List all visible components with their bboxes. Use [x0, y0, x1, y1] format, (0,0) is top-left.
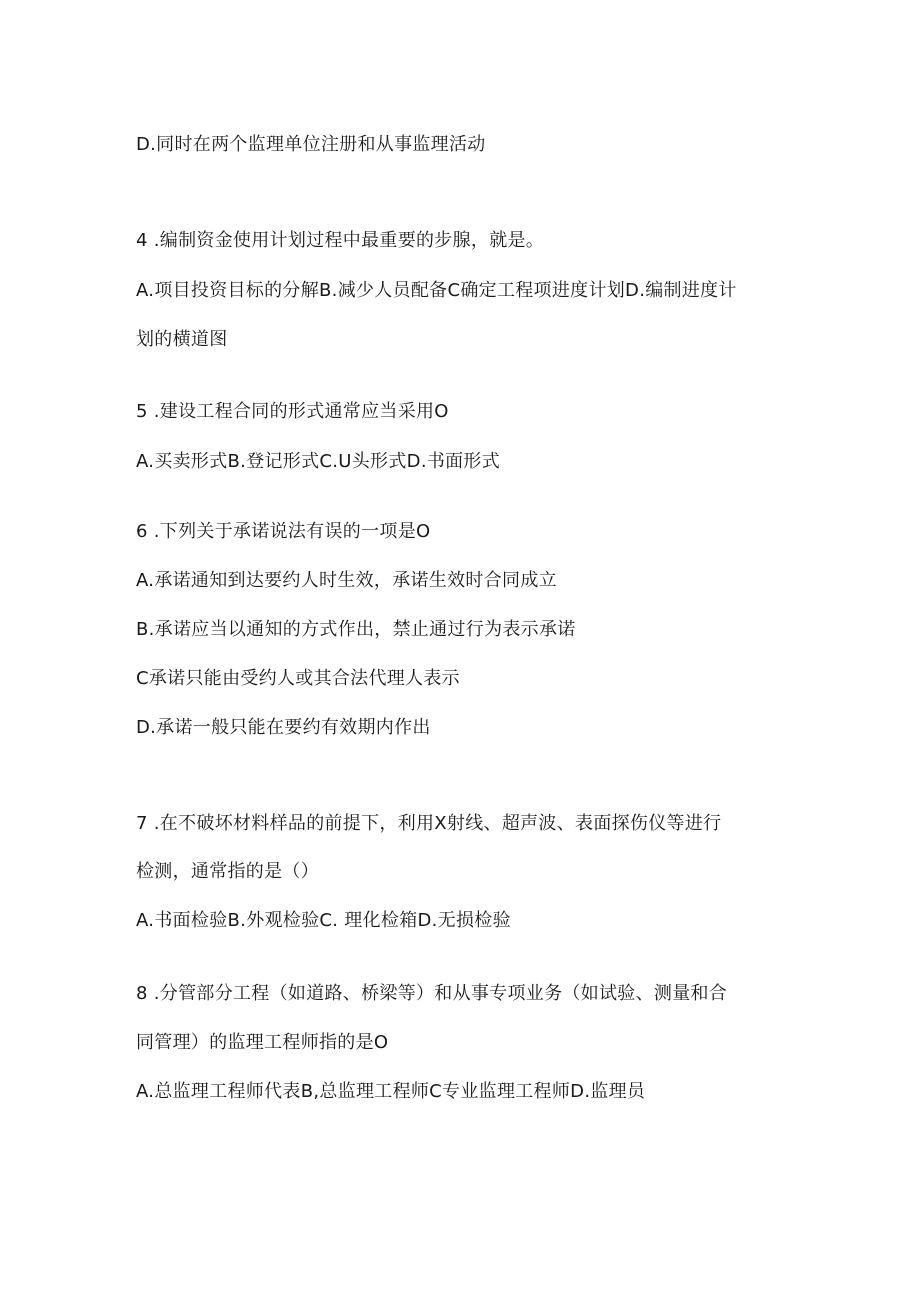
q6-option-d: D.承诺一般只能在要约有效期内作出: [136, 717, 431, 738]
q7-stem-line2: 检测，通常指的是（）: [136, 861, 319, 882]
q5-options: A.买卖形式B.登记形式C.U头形式D.书面形式: [136, 451, 501, 472]
q6-option-b: B.承诺应当以通知的方式作出，禁止通过行为表示承诺: [136, 619, 576, 640]
q4-stem: 4 .编制资金使用计划过程中最重要的步腺，就是。: [136, 230, 545, 251]
q4-options-line1: A.项目投资目标的分解B.减少人员配备C确定工程项进度计划D.编制进度计: [136, 280, 737, 301]
q4-options-line2: 划的横道图: [136, 329, 228, 350]
q8-stem-line2: 同管理）的监理工程师指的是O: [136, 1032, 389, 1053]
q5-stem: 5 .建设工程合同的形式通常应当采用O: [136, 401, 449, 422]
q7-stem-line1: 7 .在不破坏材料样品的前提下，利用X射线、超声波、表面探伤仪等进行: [136, 813, 722, 834]
q8-options: A.总监理工程师代表B,总监理工程师C专业监理工程师D.监理员: [136, 1081, 646, 1102]
q6-stem: 6 .下列关于承诺说法有误的一项是O: [136, 521, 431, 542]
q8-stem-line1: 8 .分管部分工程（如道路、桥梁等）和从事专项业务（如试验、测量和合: [136, 983, 728, 1004]
q3-option-d: D.同时在两个监理单位注册和从事监理活动: [136, 134, 486, 155]
q7-options: A.书面检验B.外观检验C. 理化检箱D.无损检验: [136, 910, 511, 931]
q6-option-a: A.承诺通知到达要约人时生效，承诺生效时合同成立: [136, 570, 557, 591]
q6-option-c: C承诺只能由受约人或其合法代理人表示: [136, 668, 460, 689]
